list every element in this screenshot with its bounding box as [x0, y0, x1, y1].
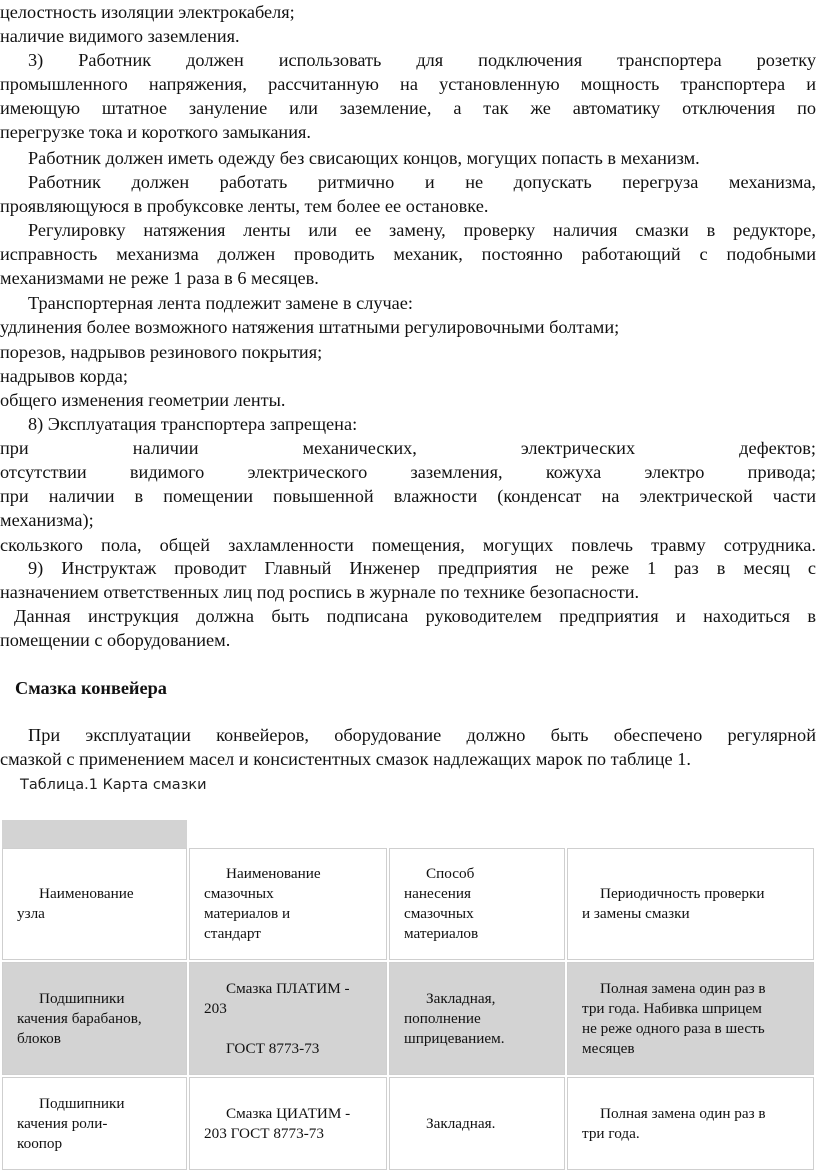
text-line: помещении с оборудованием.: [0, 630, 231, 650]
table-cell: Смазка ЦИАТИМ - 203 ГОСТ 8773-73: [189, 1077, 387, 1170]
text-line: промышленного напряжения, рассчитанную на установленную мощность транспортера и: [0, 74, 816, 94]
text-line: 3) Работник должен использовать для подключения транспортера розетку: [28, 50, 816, 70]
table-cell: Полная замена один раз в три года.: [567, 1077, 814, 1170]
text-line: порезов, надрывов резинового покрытия;: [0, 342, 323, 362]
table-header-cell: Периодичность проверки и замены смазки: [567, 848, 814, 960]
section-heading: Смазка конвейера: [15, 678, 167, 698]
table-header-cell: Наименование узла: [2, 848, 187, 960]
text-line: надрывов корда;: [0, 366, 128, 386]
text-line: целостность изоляции электрокабеля;: [0, 2, 295, 22]
text-line: при наличии механических, электрических дефектов;: [0, 438, 816, 458]
text-line: 8) Эксплуатация транспортера запрещена:: [28, 414, 358, 434]
text-line: проявляющуюся в пробуксовке ленты, тем более ее остановке.: [0, 196, 489, 216]
table-caption: Таблица.1 Карта смазки: [20, 777, 207, 793]
text-line: Регулировку натяжения ленты или ее замену, проверку наличия смазки в редукторе,: [28, 220, 816, 240]
table-cell: Подшипники качения роли- коопор: [2, 1077, 187, 1170]
text-line: исправность механизма должен проводить механик, постоянно работающий с подобными: [0, 244, 816, 264]
intro-line: При эксплуатации конвейеров, оборудование должно быть обеспечено регулярной: [28, 725, 816, 745]
table-cell: Смазка ПЛАТИМ - 203 ГОСТ 8773-73: [189, 962, 387, 1075]
table-header-cell: Наименование смазочных материалов и стандарт: [189, 848, 387, 960]
table-cell: Подшипники качения барабанов, блоков: [2, 962, 187, 1075]
table-top-strip: [2, 820, 187, 848]
table-cell: Закладная, пополнение шприцеванием.: [389, 962, 565, 1075]
text-line: механизма);: [0, 510, 94, 530]
text-line: механизмами не реже 1 раза в 6 месяцев.: [0, 268, 319, 288]
text-line: отсутствии видимого электрического заземления, кожуха электро привода;: [0, 462, 816, 482]
text-line: имеющую штатное зануление или заземление, а так же автоматику отключения по: [0, 98, 816, 118]
table-header-cell: Способ нанесения смазочных материалов: [389, 848, 565, 960]
text-line: Работник должен иметь одежду без свисающих концов, могущих попасть в механизм.: [28, 148, 700, 168]
intro-line: смазкой с применением масел и консистентных смазок надлежащих марок по таблице 1.: [0, 749, 691, 769]
text-line: назначением ответственных лиц под роспись в журнале по технике безопасности.: [0, 582, 640, 602]
table-cell: Полная замена один раз в три года. Набивка шприцем не реже одного раза в шесть месяцев: [567, 962, 814, 1075]
text-line: общего изменения геометрии ленты.: [0, 390, 286, 410]
table-cell: Закладная.: [389, 1077, 565, 1170]
text-line: 9) Инструктаж проводит Главный Инженер предприятия не реже 1 раз в месяц с: [28, 558, 816, 578]
text-line: перегрузке тока и короткого замыкания.: [0, 122, 311, 142]
text-line: Данная инструкция должна быть подписана руководителем предприятия и находиться в: [14, 606, 816, 626]
text-line: наличие видимого заземления.: [0, 26, 240, 46]
text-line: скользкого пола, общей захламленности помещения, могущих повлечь травму сотрудника.: [0, 535, 816, 555]
text-line: удлинения более возможного натяжения штатными регулировочными болтами;: [0, 317, 620, 337]
text-line: Работник должен работать ритмично и не допускать перегруза механизма,: [28, 172, 816, 192]
text-line: Транспортерная лента подлежит замене в случае:: [28, 293, 413, 313]
text-line: при наличии в помещении повышенной влажности (конденсат на электрической части: [0, 486, 816, 506]
